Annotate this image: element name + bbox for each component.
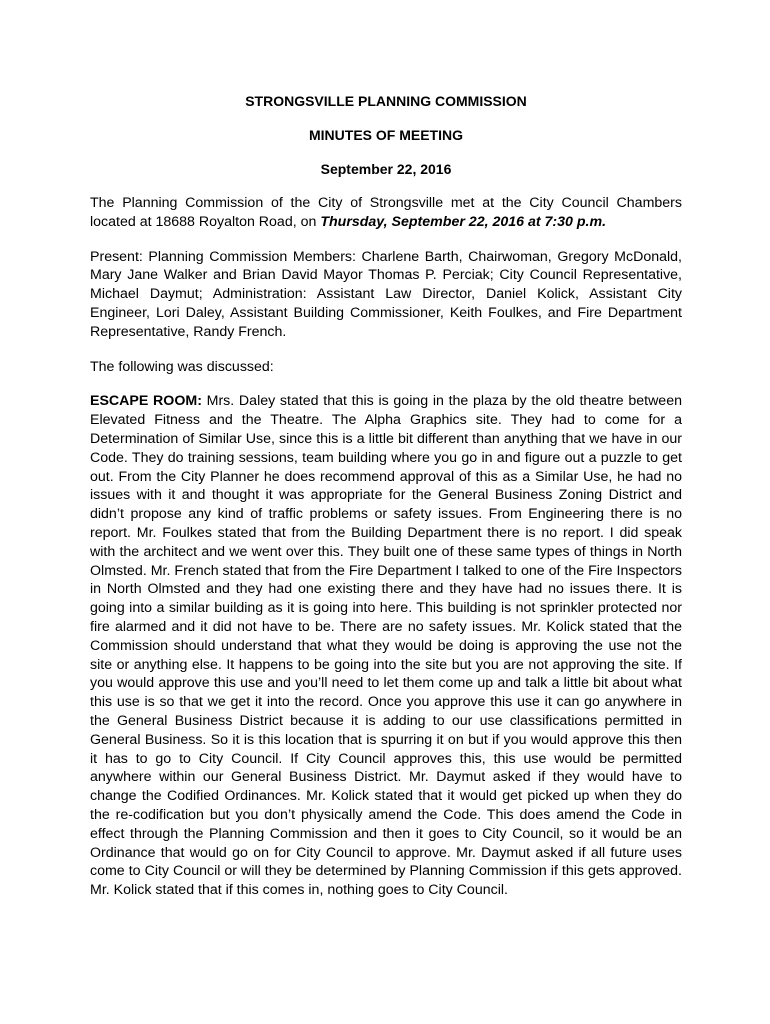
escape-room-label: ESCAPE ROOM: xyxy=(90,393,202,410)
escape-room-text: Mrs. Daley stated that this is going in the plaza by the old theatre between Elevated Fitness and the Theatre. The Alpha Graphics site. They had to come for a Determination of Similar Use, since this is a little bit different than anything that we have in our Code. They do training sessions, team building where you go in and figure out a puzzle to get out. From the City Planner he does recommend approval of this as a Similar Use, he had no issues with it and thought it was appropriate for the General Business Zoning District and didn’t propose any kind of traffic problems or safety issues. From Engineering there is no report. Mr. Foulkes stated that from the Building Department there is no report. I did speak with the architect and we went over this. They built one of these same types of things in North Olmsted. Mr. French stated that from the Fire Department I talked to one of the Fire Inspectors in North Olmsted and they had one existing there and they have had no issues there. It is going into a similar building as it is going into here. This building is not sprinkler protected nor fire alarmed and it did not have to be. There are no safety issues. Mr. Kolick stated that the Commission should understand that what they would be doing is approving the use not the site or anything else. It happens to be going into the site but you are not approving the site. If you would approve this use and you’ll need to let them come up and talk a little bit about what this use is so that we get it into the record. Once you approve this use it can go anywhere in the General Business District because it is adding to our use classifications permitted in General Business. So it is this location that is spurring it on but if you would approve this then it has to go to City Council. If City Council approves this, this use would be permitted anywhere within our General Business District. Mr. Daymut asked if they would have to change the Codified Ordinances. Mr. Kolick stated that it would get picked up when they do the re-codification but you don’t physically amend the Code. This does amend the Code in effect through the Planning Commission and then it goes to City Council, so it would be an Ordinance that would go on for City Council to approve. Mr. Daymut asked if all future uses come to City Council or will they be determined by Planning Commission if this gets approved. Mr. Kolick stated that if this comes in, nothing goes to City Council. xyxy=(90,393,682,899)
document-page xyxy=(90,92,682,916)
intro-paragraph xyxy=(90,194,682,232)
intro-emphasis: Thursday, September 22, 2016 at 7:30 p.m. xyxy=(320,213,607,230)
organization-heading: STRONGSVILLE PLANNING COMMISSION xyxy=(245,93,527,109)
meeting-date: September 22, 2016 xyxy=(320,161,452,177)
document-title: MINUTES OF MEETING xyxy=(309,127,463,143)
intro-text: The Planning Commission of the City of Strongsville met at the City Council Chambers located at 18688 Royalton Road, on xyxy=(90,195,682,230)
discussed-paragraph: The following was discussed: xyxy=(90,358,274,375)
present-paragraph: Present: Planning Commission Members: Charlene Barth, Chairwoman, Gregory McDonald, Mary Jane Walker and Brian David Mayor Thomas P. Perciak; City Council Representative, Michael Daymut; Administration: Assistant Law Director, Daniel Kolick, Assistant City Engineer, Lori Daley, Assistant Building Commissioner, Keith Foulkes, and Fire Department Representative, Randy French. xyxy=(90,248,682,340)
escape-room-paragraph xyxy=(90,392,682,900)
